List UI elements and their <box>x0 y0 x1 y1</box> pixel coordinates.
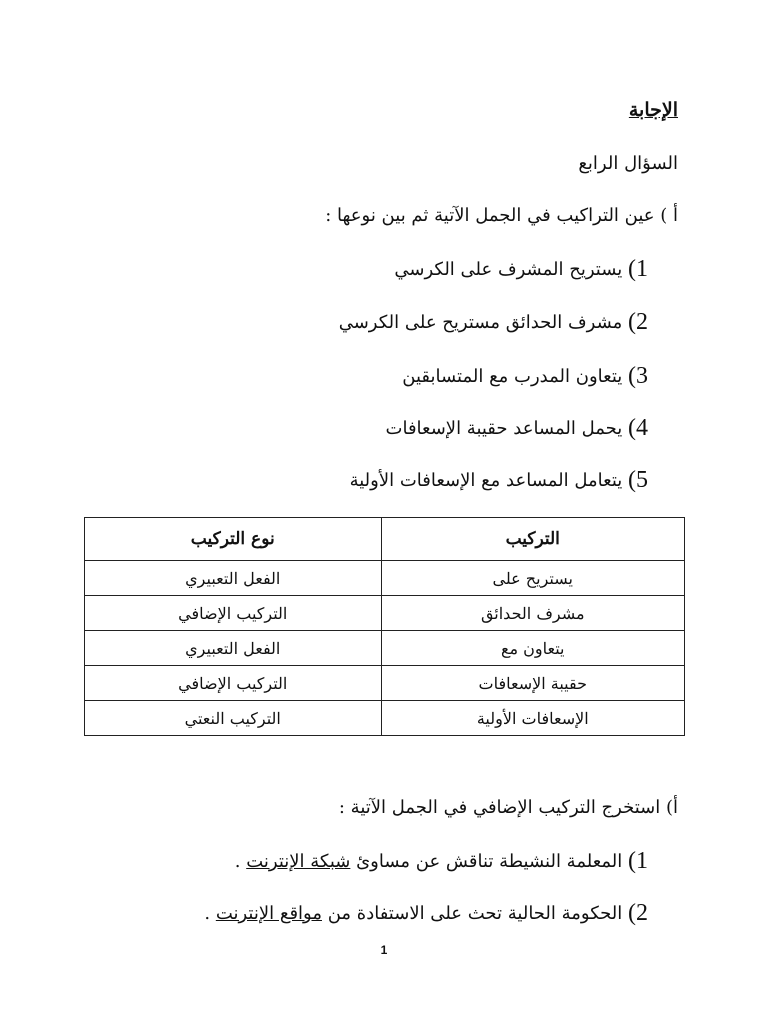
sentence-number: 5) <box>628 467 648 493</box>
sentence-text: مشرف الحدائق مستريح على الكرسي <box>338 312 628 333</box>
sentence-text: يتعامل المساعد مع الإسعافات الأولية <box>349 470 628 491</box>
sentence-number: 2) <box>628 900 648 926</box>
table-cell: الفعل التعبيري <box>85 631 382 666</box>
underlined-phrase: مواقع الإنترنت <box>215 903 322 924</box>
answers-table <box>84 517 685 736</box>
underlined-phrase: شبكة الإنترنت <box>246 851 351 872</box>
table-row <box>85 596 685 631</box>
table-cell: التركيب الإضافي <box>85 666 382 701</box>
sentence-text: يستريح المشرف على الكرسي <box>394 259 628 280</box>
sentence-text: يحمل المساعد حقيبة الإسعافات <box>385 418 628 439</box>
sentence-2 <box>48 309 648 336</box>
extract-sentence-1 <box>48 848 648 875</box>
table-row <box>85 701 685 736</box>
table-cell: يستريح على <box>381 561 684 596</box>
sentence-1 <box>48 256 648 283</box>
table-cell: مشرف الحدائق <box>381 596 684 631</box>
sentence-number: 3) <box>628 363 648 389</box>
sentence-5 <box>48 467 648 494</box>
question-title: السؤال الرابع <box>578 153 678 174</box>
page-number: 1 <box>380 943 388 957</box>
table-cell: حقيبة الإسعافات <box>381 666 684 701</box>
sentence-text: يتعاون المدرب مع المتسابقين <box>402 366 628 387</box>
table-row <box>85 561 685 596</box>
sentence-number: 4) <box>628 415 648 441</box>
sentence-end: . <box>234 851 247 872</box>
part-b-instruction: أ) استخرج التركيب الإضافي في الجمل الآتية : <box>338 797 678 818</box>
column-header-structure: التركيب <box>381 518 684 561</box>
part-a-instruction: أ ) عين التراكيب في الجمل الآتية ثم بين نوعها : <box>325 205 678 226</box>
table-cell: يتعاون مع <box>381 631 684 666</box>
extract-sentence-2 <box>48 900 648 927</box>
sentence-number: 1) <box>628 848 648 874</box>
table-row <box>85 666 685 701</box>
sentence-3 <box>48 363 648 390</box>
sentence-text: الحكومة الحالية تحث على الاستفادة من <box>321 903 628 924</box>
sentence-end: . <box>204 903 216 924</box>
column-header-type: نوع التركيب <box>85 518 382 561</box>
answer-heading: الإجابة <box>628 99 678 121</box>
table-cell: الفعل التعبيري <box>85 561 382 596</box>
table-cell: الإسعافات الأولية <box>381 701 684 736</box>
sentence-text: المعلمة النشيطة تناقش عن مساوئ <box>350 851 628 872</box>
sentence-number: 2) <box>628 309 648 335</box>
table-cell: التركيب النعتي <box>85 701 382 736</box>
sentence-4 <box>48 415 648 442</box>
table-header-row <box>85 518 685 561</box>
sentence-number: 1) <box>628 256 648 282</box>
table-cell: التركيب الإضافي <box>85 596 382 631</box>
table-row <box>85 631 685 666</box>
